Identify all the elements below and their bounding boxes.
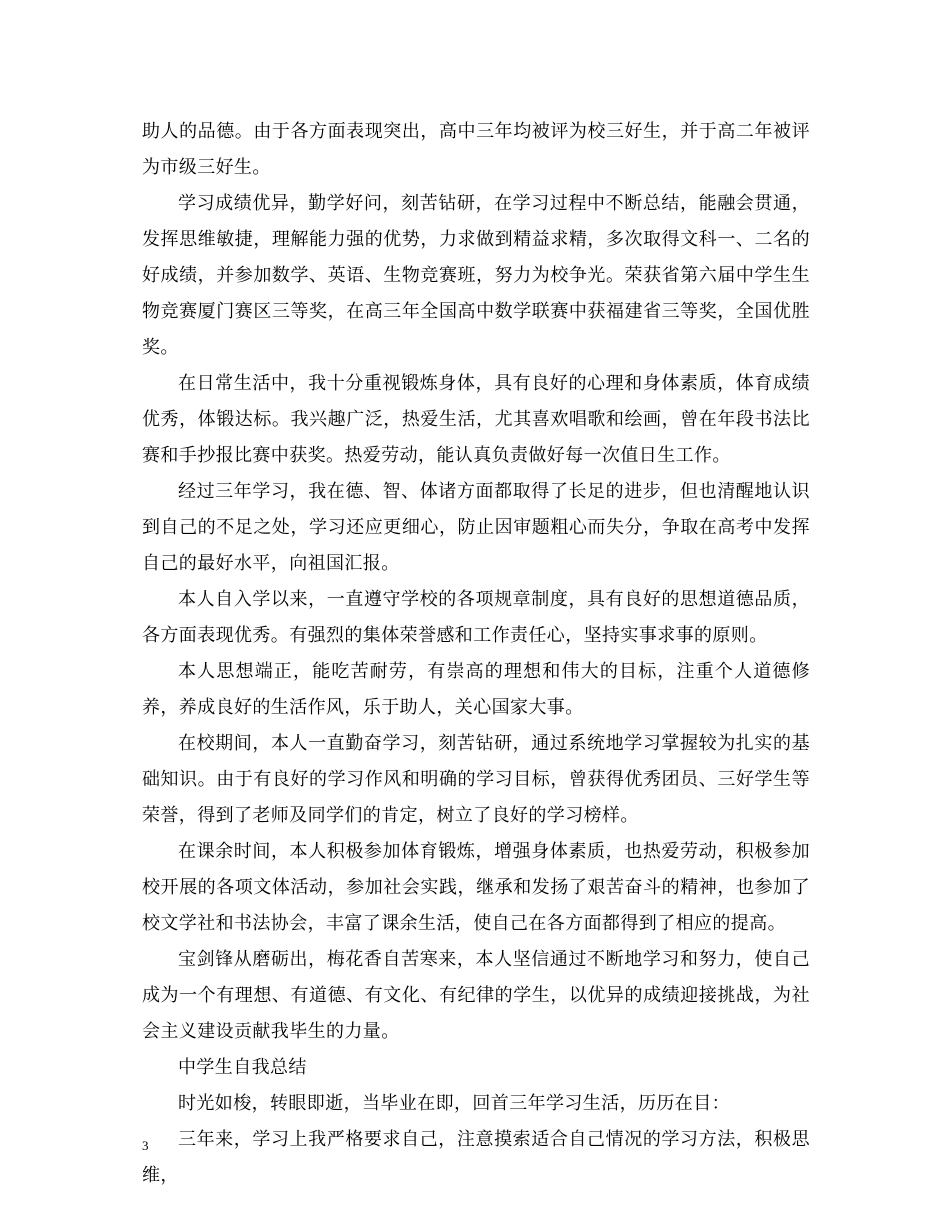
paragraph-2: 学习成绩优异，勤学好问，刻苦钻研，在学习过程中不断总结，能融会贯通，发挥思维敏捷，理解能力强的优势，力求做到精益求精，多次取得文科一、二名的好成绩，并参加数学、英语、生物竞赛班，努力为校争光。荣获省第六届中学生生物竞赛厦门赛区三等奖，在高三年全国高中数学联赛中获福建省三等奖，全国优胜奖。 [142, 193, 810, 358]
paragraph-3: 在日常生活中，我十分重视锻炼身体，具有良好的心理和身体素质，体育成绩优秀，体锻达标。我兴趣广泛，热爱生活，尤其喜欢唱歌和绘画，曾在年段书法比赛和手抄报比赛中获奖。热爱劳动，能认真负责做好每一次值日生工作。 [142, 373, 810, 466]
paragraph-4: 经过三年学习，我在德、智、体诸方面都取得了长足的进步，但也清醒地认识到自己的不足之处，学习还应更细心，防止因审题粗心而失分，争取在高考中发挥自己的最好水平，向祖国汇报。 [142, 481, 810, 574]
paragraph-8: 在课余时间，本人积极参加体育锻炼，增强身体素质，也热爱劳动，积极参加校开展的各项文体活动，参加社会实践，继承和发扬了艰苦奋斗的精神，也参加了校文学社和书法协会，丰富了课余生活，使自己在各方面都得到了相应的提高。 [142, 841, 810, 934]
paragraph-11: 时光如梭，转眼即逝，当毕业在即，回首三年学习生活，历历在目： [178, 1093, 730, 1114]
paragraph-5: 本人自入学以来，一直遵守学校的各项规章制度，具有良好的思想道德品质，各方面表现优秀。有强烈的集体荣誉感和工作责任心，坚持实事求事的原则。 [142, 589, 810, 646]
paragraph-12: 三年来，学习上我严格要求自己，注意摸索适合自己情况的学习方法，积极思维， [142, 1129, 810, 1186]
page-number: 3 [142, 1138, 149, 1153]
paragraph-7: 在校期间，本人一直勤奋学习，刻苦钻研，通过系统地学习掌握较为扎实的基础知识。由于有良好的学习作风和明确的学习目标，曾获得优秀团员、三好学生等荣誉，得到了老师及同学们的肯定，树立了良好的学习榜样。 [142, 733, 810, 826]
document-body [142, 114, 810, 1194]
section-heading: 中学生自我总结 [178, 1057, 307, 1078]
paragraph-9: 宝剑锋从磨砺出，梅花香自苦寒来，本人坚信通过不断地学习和努力，使自己成为一个有理想、有道德、有文化、有纪律的学生，以优异的成绩迎接挑战，为社会主义建设贡献我毕生的力量。 [142, 949, 810, 1042]
paragraph-1: 助人的品德。由于各方面表现突出，高中三年均被评为校三好生，并于高二年被评为市级三好生。 [142, 121, 810, 178]
paragraph-6: 本人思想端正，能吃苦耐劳，有崇高的理想和伟大的目标，注重个人道德修养，养成良好的生活作风，乐于助人，关心国家大事。 [142, 661, 810, 718]
